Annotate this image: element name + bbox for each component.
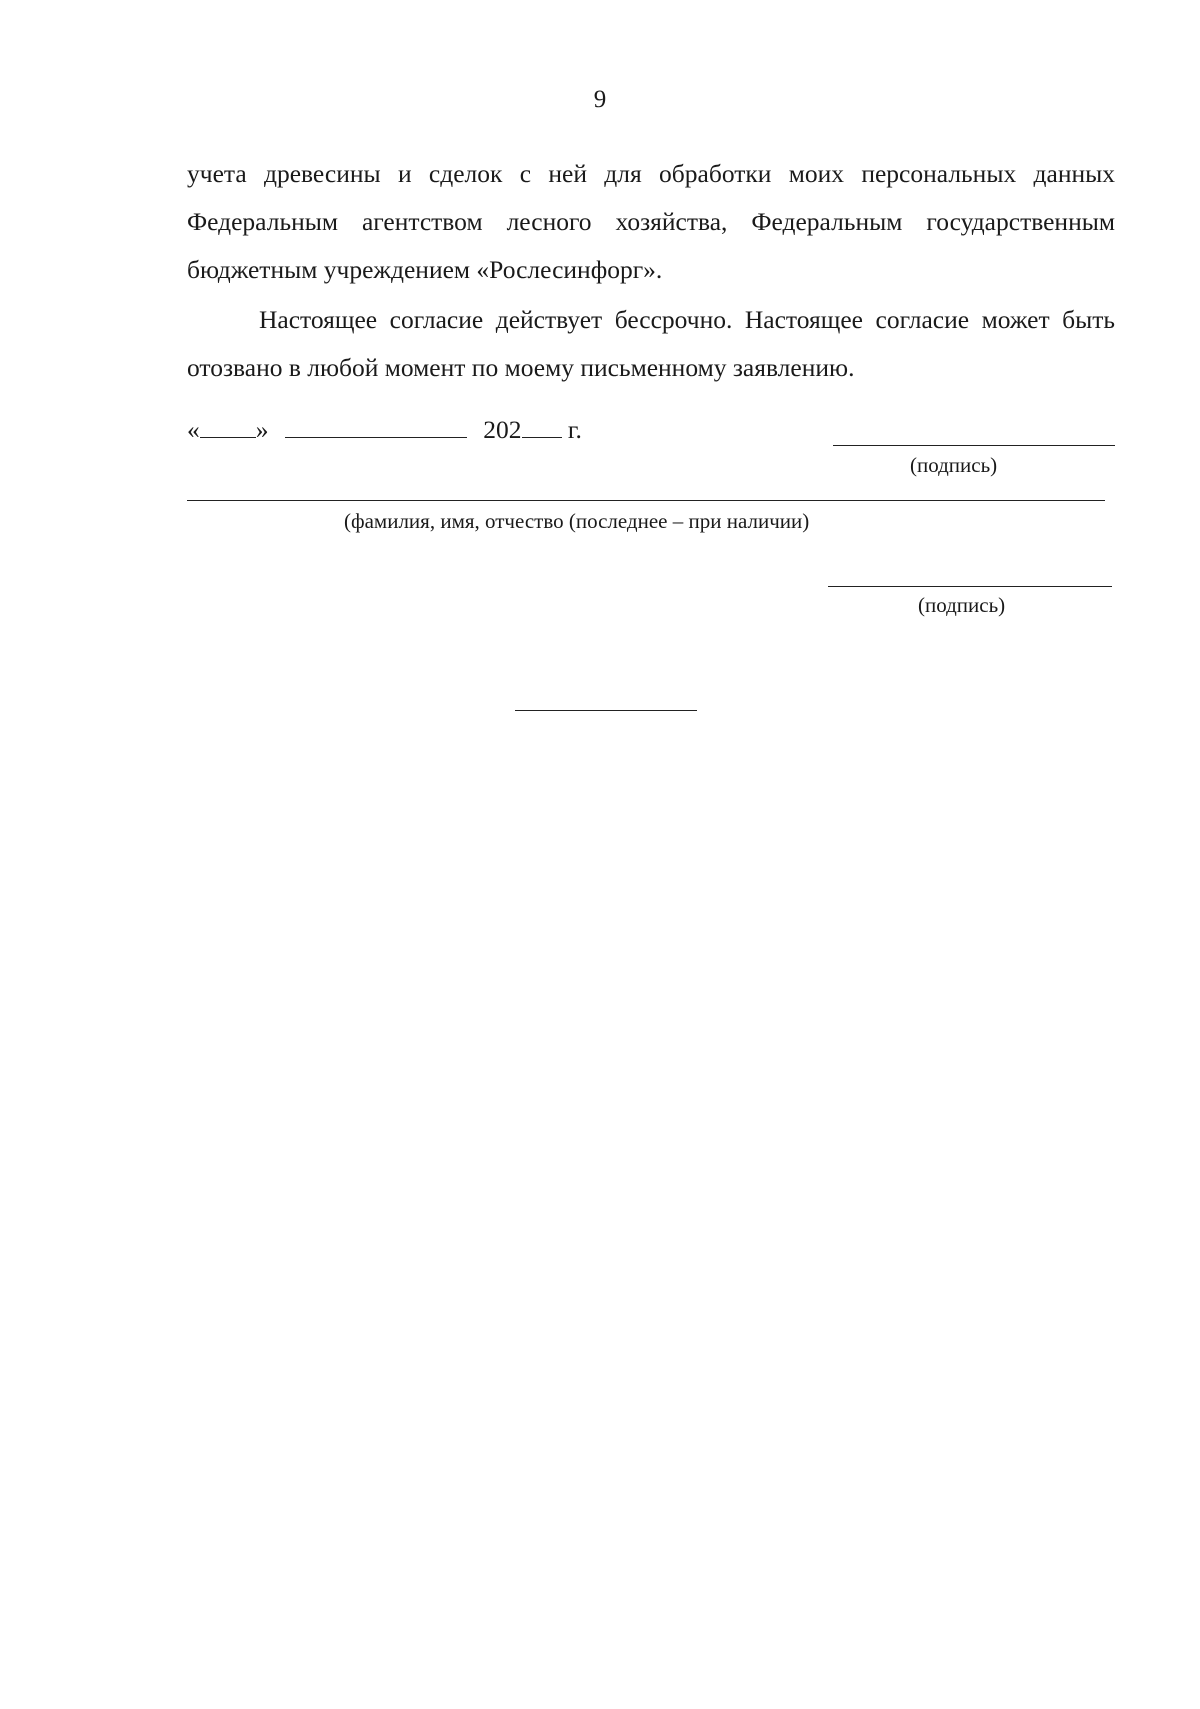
- full-name-caption: (фамилия, имя, отчество (последнее – при наличии): [344, 509, 810, 533]
- year-blank: [522, 413, 562, 438]
- signature-line-1: [833, 445, 1115, 446]
- month-blank: [285, 413, 467, 438]
- page-number: 9: [593, 86, 607, 113]
- year-suffix: г.: [567, 415, 582, 444]
- consent-paragraph-continued: учета древесины и сделок с ней для обработки моих персональных данных Федеральным агентством лесного хозяйства, Федеральным государственным бюджетным учреждением «Рослесинфорг».: [187, 159, 1115, 284]
- date-field-line: [187, 413, 582, 446]
- year-prefix: 202: [483, 415, 522, 444]
- date-close-quote: »: [255, 415, 269, 444]
- signature-caption-2: (подпись): [918, 593, 1006, 617]
- signature-caption-1: (подпись): [910, 453, 998, 477]
- document-end-rule: [515, 710, 697, 711]
- day-blank: [200, 413, 256, 438]
- consent-validity-paragraph: Настоящее согласие действует бессрочно. Настоящее согласие может быть отозвано в любой момент по моему письменному заявлению.: [187, 305, 1115, 382]
- signature-line-2: [828, 586, 1112, 587]
- full-name-line: [187, 500, 1105, 501]
- date-open-quote: «: [187, 415, 200, 444]
